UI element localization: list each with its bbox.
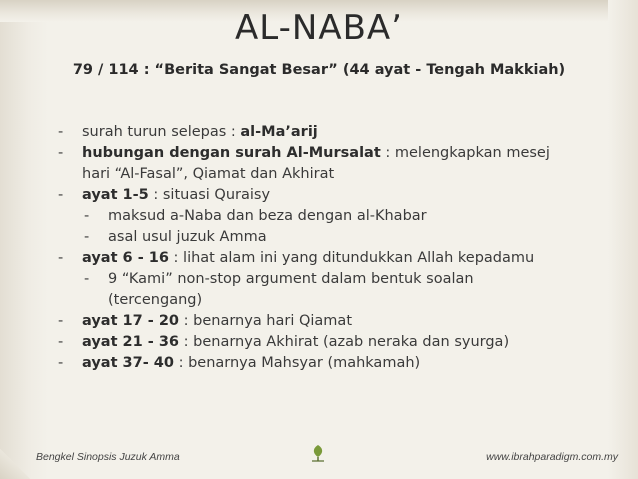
- list-item: [56, 353, 616, 374]
- list-item-text: : melengkapkan mesej: [380, 145, 550, 161]
- bullet-dash: -: [84, 271, 90, 287]
- list-item-bold-text: ayat 1-5: [82, 187, 149, 203]
- sub-list-item: [56, 290, 616, 311]
- list-item-bold-text: hubungan dengan surah Al-Mursalat: [82, 145, 381, 161]
- list-item-text: asal usul juzuk Amma: [108, 229, 267, 245]
- list-item-bold-text: ayat 21 - 36: [82, 334, 180, 350]
- synopsis-list: [56, 122, 616, 374]
- list-item: [56, 311, 616, 332]
- bullet-dash: -: [58, 145, 64, 161]
- sub-list-item: [56, 227, 616, 248]
- bullet-dash: -: [58, 355, 64, 371]
- list-item-text: : situasi Quraisy: [148, 187, 271, 203]
- bullet-dash: -: [58, 313, 64, 329]
- page-fold-corner: [0, 449, 30, 479]
- list-item-text: : benarnya Mahsyar (mahkamah): [173, 355, 421, 371]
- page-title: AL-NABA’: [235, 8, 403, 48]
- list-item: [56, 143, 616, 164]
- list-item-text: : benarnya Akhirat (azab neraka dan syurga): [179, 334, 510, 350]
- bullet-dash: -: [84, 229, 90, 245]
- list-item: [56, 185, 616, 206]
- list-item: [56, 248, 616, 269]
- list-item-text: hari “Al-Fasal”, Qiamat dan Akhirat: [82, 166, 335, 182]
- page-subtitle: 79 / 114 : “Berita Sangat Besar” (44 ayat - Tengah Makkiah): [72, 62, 566, 78]
- list-item-text: (tercengang): [108, 292, 203, 308]
- bullet-dash: -: [58, 250, 64, 266]
- list-item: [56, 164, 616, 185]
- list-item-text: surah turun selepas :: [82, 124, 241, 140]
- list-item-bold-text: ayat 17 - 20: [82, 313, 180, 329]
- footer-right-text: www.ibrahparadigm.com.my: [486, 451, 618, 463]
- list-item-text: : benarnya hari Qiamat: [179, 313, 353, 329]
- bullet-dash: -: [58, 334, 64, 350]
- sub-list-item: [56, 206, 616, 227]
- bullet-dash: -: [84, 208, 90, 224]
- list-item-bold-text: ayat 6 - 16: [82, 250, 169, 266]
- sub-list-item: [56, 269, 616, 290]
- list-item: [56, 122, 616, 143]
- list-item-text: : lihat alam ini yang ditundukkan Allah kepadamu: [168, 250, 535, 266]
- bullet-dash: -: [58, 187, 64, 203]
- list-item: [56, 332, 616, 353]
- list-item-bold-text: al-Ma’arij: [240, 124, 318, 140]
- list-item-text: maksud a-Naba dan beza dengan al-Khabar: [108, 208, 427, 224]
- bullet-dash: -: [58, 124, 64, 140]
- leaf-logo-icon: [307, 442, 329, 464]
- list-item-bold-text: ayat 37- 40: [82, 355, 174, 371]
- list-item-text: 9 “Kami” non-stop argument dalam bentuk soalan: [108, 271, 474, 287]
- footer-left-text: Bengkel Sinopsis Juzuk Amma: [36, 451, 180, 463]
